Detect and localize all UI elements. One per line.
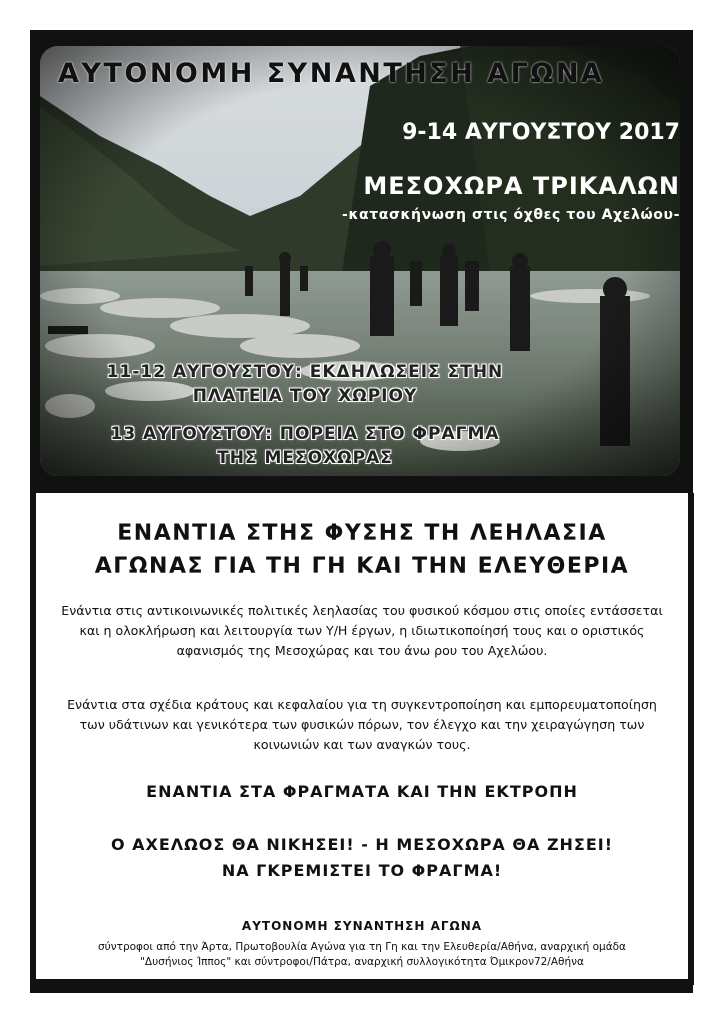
camp-subtitle: -κατασκήνωση στις όχθες του Αχελώου- <box>342 207 680 223</box>
heading-2: ΑΓΩΝΑΣ ΓΙΑ ΤΗ ΓΗ ΚΑΙ ΤΗΝ ΕΛΕΥΘΕΡΙΑ <box>94 554 630 579</box>
slogan-2: Ο ΑΧΕΛΩΟΣ ΘΑ ΝΙΚΗΣΕΙ! - Η ΜΕΣΟΧΩΡΑ ΘΑ ΖΗΣΕΙ! <box>110 835 614 854</box>
slogan-1: ΕΝΑΝΤΙΑ ΣΤΑ ΦΡΑΓΜΑΤΑ ΚΑΙ ΤΗΝ ΕΚΤΡΟΠΗ <box>146 782 578 801</box>
event-line-1a: 11-12 ΑΥΓΟΥΣΤΟΥ: ΕΚΔΗΛΩΣΕΙΣ ΣΤΗΝ <box>106 362 504 382</box>
event-title: ΑΥΤΟΝΟΜΗ ΣΥΝΑΝΤΗΣΗ ΑΓΩΝΑ <box>58 58 605 89</box>
event-line-2a: 13 ΑΥΓΟΥΣΤΟΥ: ΠΟΡΕΙΑ ΣΤΟ ΦΡΑΓΜΑ <box>110 424 500 444</box>
event-line-2b: ΤΗΣ ΜΕΣΟΧΩΡΑΣ <box>217 448 393 468</box>
organizer-name: ΑΥΤΟΝΟΜΗ ΣΥΝΑΝΤΗΣΗ ΑΓΩΝΑ <box>241 919 483 933</box>
slogan-3: ΝΑ ΓΚΡΕΜΙΣΤΕΙ ΤΟ ΦΡΑΓΜΑ! <box>221 861 503 880</box>
paragraph-1: Ενάντια στις αντικοινωνικές πολιτικές λεηλασίας του φυσικού κόσμου στις οποίες εντάσσεται και η ολοκλήρωση και λειτουργία των Υ/Η έργων, η ιδιωτικοποίησή τους και ο οριστικός αφανισμός της Μεσοχώρας και του άνω ρου του Αχελώου. <box>61 603 663 658</box>
paragraph-2: Ενάντια στα σχέδια κράτους και κεφαλαίου για τη συγκεντροποίηση και εμπορευματοποίηση των υδάτινων και γενικότερα των φυσικών πόρων, τον έλεγχο και την χειραγώγηση των κοινωνιών και των αναγκών τους. <box>67 697 657 752</box>
river-photo <box>40 46 680 476</box>
event-dates: 9-14 ΑΥΓΟΥΣΤΟΥ 2017 <box>402 120 680 145</box>
event-line-1b: ΠΛΑΤΕΙΑ ΤΟΥ ΧΩΡΙΟΥ <box>192 386 418 406</box>
event-place: ΜΕΣΟΧΩΡΑ ΤΡΙΚΑΛΩΝ <box>363 172 680 200</box>
signatories: σύντροφοι από την Άρτα, Πρωτοβουλία Αγώνα για τη Γη και την Ελευθερία/Αθήνα, αναρχική ομάδα "Δυσήνιος Ίππος" και σύντροφοι/Πάτρα, αναρχική συλλογικότητα Όμικρον72/Αθήνα <box>98 941 626 968</box>
heading-1: ΕΝΑΝΤΙΑ ΣΤΗΣ ΦΥΣΗΣ ΤΗ ΛΕΗΛΑΣΙΑ <box>117 521 607 546</box>
